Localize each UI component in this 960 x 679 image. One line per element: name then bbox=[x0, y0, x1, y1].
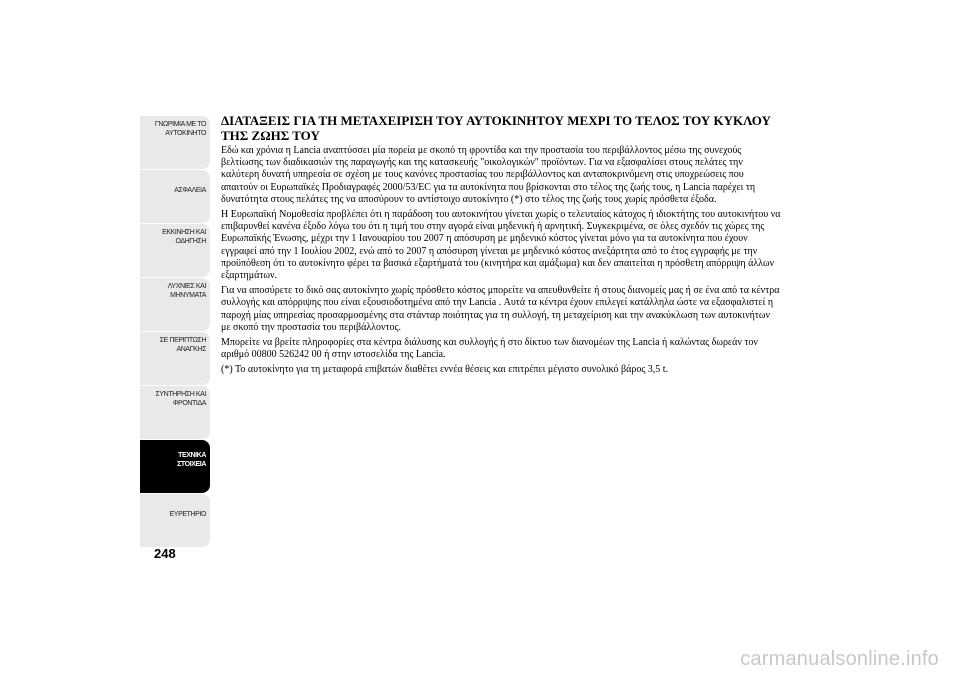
tab-label-line1: ΣΕ ΠΕΡΙΠΤΩΣΗ bbox=[159, 337, 206, 344]
footnote: (*) Το αυτοκίνητο για τη μεταφορά επιβατών διαθέτει εννέα θέσεις και επιτρέπει μέγιστο συνολικό βάρος 3,5 t. bbox=[221, 364, 669, 376]
tab-label-line2: ΦΡΟΝΤΙΔΑ bbox=[172, 400, 206, 407]
tab-starting-and-driving[interactable] bbox=[140, 224, 210, 277]
tab-label-line2: ΜΗΝΥΜΑΤΑ bbox=[170, 292, 206, 299]
tab-warning-lights-and-messages[interactable] bbox=[140, 278, 210, 331]
tab-label-line1: ΛΥΧΝΙΕΣ ΚΑΙ bbox=[167, 283, 206, 290]
tab-label-line2: ΑΥΤΟΚΙΝΗΤΟ bbox=[165, 130, 206, 137]
tab-label-line2: ΑΝΑΓΚΗΣ bbox=[176, 346, 206, 353]
tab-maintenance-and-care[interactable] bbox=[140, 386, 210, 439]
tab-label-line2: ΣΤΟΙΧΕΙΑ bbox=[177, 461, 206, 468]
paragraph: Εδώ και χρόνια η Lancia αναπτύσσει μία πορεία με σκοπό τη φροντίδα και την προστασία του περιβάλλοντος μέσω της συνεχούς βελτίωσης των διαδικασιών της παραγωγής και της κατασκευής "οικολογικών" προϊόντων. Για να εξασφαλίσει στους πελάτες την καλύτερη δυνατή υπηρεσία σε σχέση με τους κανόνες προστασίας του περιβάλλοντος και ανταποκρινόμενη στις υποχρεώσεις που απαιτούν οι Ευρωπαϊκές Προδιαγραφές 2000/53/EC για τα αυτοκίνητα που βρίσκονται στο τέλος της ζωής τους, η Lancia παρέχει τη δυνατότητα στους πελάτες της να αποσύρουν το αντίστοιχο αυτοκίνητο (*) στο τέλος της ζωής τους χωρίς πρόσθετα έξοδα. bbox=[221, 145, 756, 205]
paragraph: Μπορείτε να βρείτε πληροφορίες στα κέντρα διάλυσης και συλλογής ή στο δίκτυο των διανομέων της Lancia ή καλώντας δωρεάν τον αριθμό 00800 526242 00 ή στην ιστοσελίδα της Lancia. bbox=[221, 337, 758, 361]
tab-label-line1: ΤΕΧΝΙΚΑ bbox=[178, 452, 206, 459]
tab-label-line1: ΕΚΚΙΝΗΣΗ ΚΑΙ bbox=[162, 229, 206, 236]
tab-in-an-emergency[interactable] bbox=[140, 332, 210, 385]
section-title: ΔΙΑΤΑΞΕΙΣ ΓΙΑ ΤΗ ΜΕΤΑΧΕΙΡΙΣΗ ΤΟΥ ΑΥΤΟΚΙΝΗΤΟΥ ΜΕΧΡΙ ΤΟ ΤΕΛΟΣ ΤΟΥ ΚΥΚΛΟΥ ΤΗΣ ΖΩΗΣ ΤΟΥ bbox=[221, 113, 771, 143]
watermark: carmanualsonline.info bbox=[740, 648, 939, 670]
tab-safety[interactable] bbox=[140, 170, 210, 223]
page-content bbox=[221, 113, 781, 380]
tab-label-line1: ΕΥΡΕΤΗΡΙΟ bbox=[169, 511, 206, 518]
chapter-sidebar bbox=[140, 116, 210, 544]
paragraph: Για να αποσύρετε το δικό σας αυτοκίνητο χωρίς πρόσθετο κόστος μπορείτε να απευθυνθείτε ή στους διανομείς μας ή σε ένα από τα κέντρα συλλογής και απόρριψης που είναι εξουσιοδοτημένα από την Lancia . Αυτά τα κέντρα έχουν επιλεγεί κατάλληλα ώστε να εξασφαλιστεί η παροχή μίας υπηρεσίας προσαρμοσμένης στα στάνταρ ποιότητας για τη συλλογή, τη μεταχείριση και την ανακύκλωση των αυτοκινήτων με σκοπό την προστασία του περιβάλλοντος. bbox=[221, 285, 780, 333]
paragraph: Η Ευρωπαϊκή Νομοθεσία προβλέπει ότι η παράδοση του αυτοκινήτου γίνεται χωρίς ο τελευταίος κάτοχος ή ιδιοκτήτης του αυτοκινήτου να επιβαρυνθεί κανένα έξοδο λόγω του ότι η τιμή του στην αγορά είναι μηδενική ή αρνητική. Συγκεκριμένα, σε όλες σχεδόν τις χώρες της Ευρωπαϊκής Ένωσης, μέχρι την 1 Ιανουαρίου του 2007 η απόσυρση με μηδενικό κόστος γίνεται μόνο για τα αυτοκίνητα που έχουν εγγραφεί από την 1 Ιουλίου 2002, ενώ από το 2007 η απόσυρση γίνεται με μηδενικό κόστος ανεξάρτητα από το έτος εγγραφής με την προϋπόθεση ότι το αυτοκίνητο φέρει τα βασικά εξαρτήματά του (κινητήρα και αμάξωμα) και δεν απαιτείται η πρόσθετη απόρριψη άλλων εξαρτημάτων. bbox=[221, 209, 781, 282]
tab-label-line1: ΣΥΝΤΗΡΗΣΗ ΚΑΙ bbox=[155, 391, 206, 398]
page-number: 248 bbox=[154, 546, 176, 561]
tab-technical-specifications[interactable] bbox=[140, 440, 210, 493]
tab-getting-to-know-vehicle[interactable] bbox=[140, 116, 210, 169]
tab-label-line2: ΟΔΗΓΗΣΗ bbox=[175, 238, 206, 245]
tab-label-line1: ΑΣΦΑΛΕΙΑ bbox=[174, 187, 206, 194]
tab-index[interactable] bbox=[140, 494, 210, 547]
tab-label-line1: ΓΝΩΡΙΜΙΑ ΜΕ ΤΟ bbox=[154, 121, 206, 128]
